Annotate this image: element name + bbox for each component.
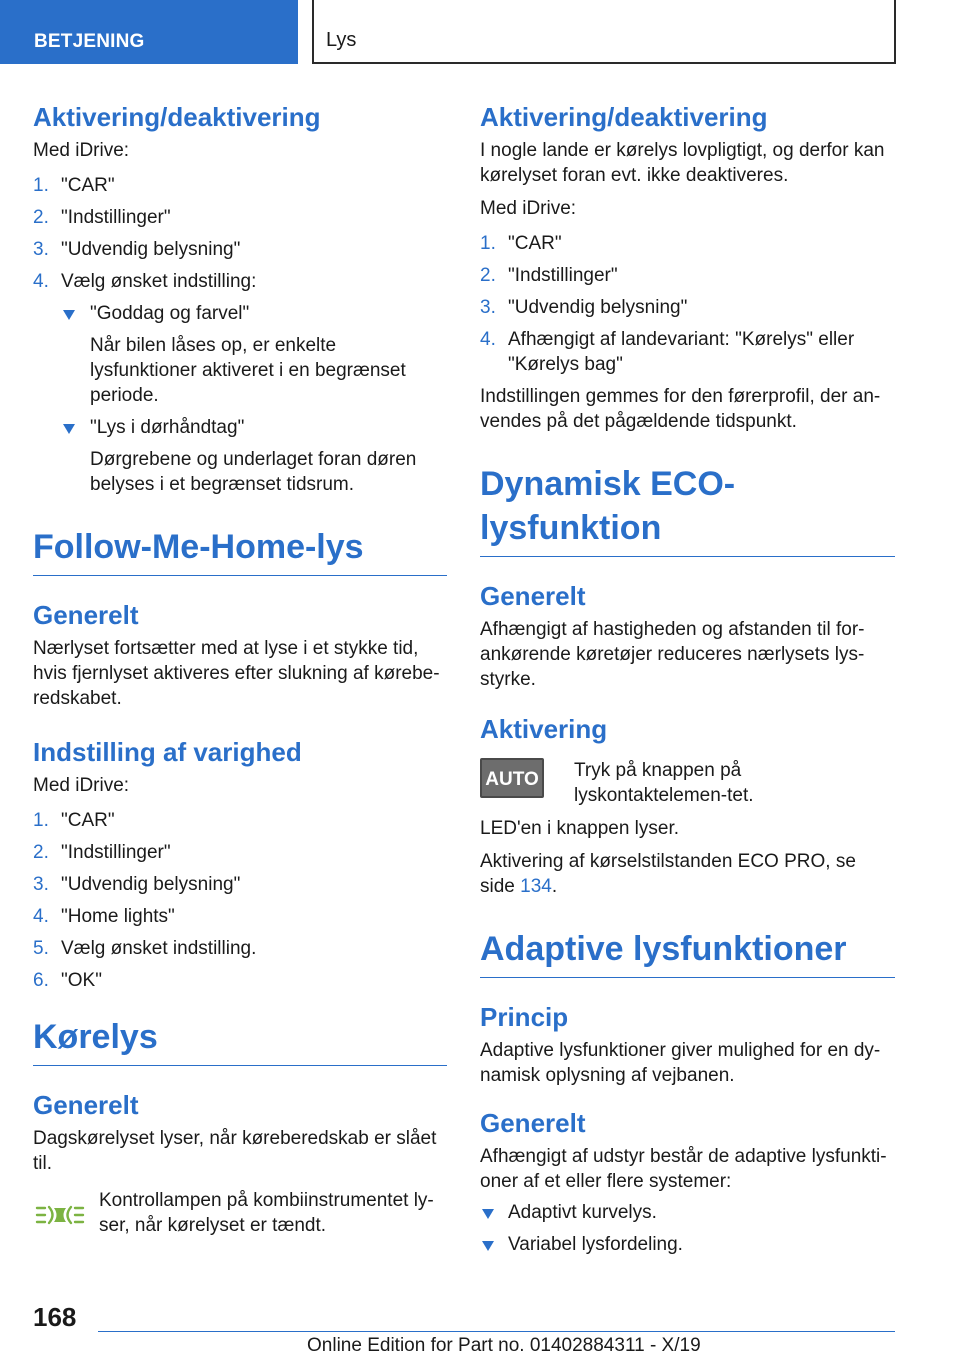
list-item: Adaptivt kurvelys. [480, 1200, 895, 1225]
activation-options [33, 301, 447, 497]
right-column [480, 100, 895, 1264]
list-item: 1. "CAR" [33, 175, 115, 196]
list-item: 1. "CAR" [480, 233, 562, 254]
list-item: Variabel lysfordeling. [480, 1232, 895, 1257]
footer-divider [98, 1331, 895, 1332]
list-item: 2. "Indstillinger" [480, 265, 618, 286]
drl-indicator-row [33, 1188, 447, 1238]
daytime-running-light-icon [35, 1204, 85, 1226]
list-item: 5. Vælg ønsket indstilling. [33, 938, 257, 959]
heading-principle: Princip [480, 1002, 569, 1032]
text-principle: Adaptive lysfunktioner giver mulighed for en dy-namisk oplysning af vejbanen. [480, 1040, 881, 1086]
triangle-bullet-icon [482, 1241, 494, 1251]
intro-idrive-duration: Med iDrive: [33, 775, 130, 796]
heading-fmh-general: Generelt [33, 600, 139, 630]
heading-eco-general: Generelt [480, 581, 586, 611]
page-ref-link[interactable]: 134 [520, 876, 552, 897]
list-item: 4. Vælg ønsket indstilling: [33, 271, 257, 292]
list-item: 4. "Home lights" [33, 906, 175, 927]
heading-adaptive-lights: Adaptive lysfunktioner [480, 927, 895, 978]
text-afs-general: Afhængigt af udstyr består de adaptive lysfunkti-oner af et eller flere systemer: [480, 1146, 887, 1192]
list-item: 2. "Indstillinger" [33, 207, 171, 228]
list-item: 3. "Udvendig belysning" [480, 297, 688, 318]
text-eco-activation: Tryk på knappen på lyskontaktelemen-tet. [574, 760, 754, 806]
text-drl-general: Dagskørelyset lyser, når køreberedskab er slået til. [33, 1128, 437, 1174]
text-activation-right: I nogle lande er kørelys lovpligtigt, og derfor kan kørelyset foran evt. ikke deaktiveres. [480, 140, 885, 186]
list-item: 3. "Udvendig belysning" [33, 239, 241, 260]
list-item: 1. "CAR" [33, 810, 115, 831]
page-number: 168 [33, 1302, 77, 1332]
left-column [33, 100, 447, 1238]
activation-steps-left [33, 173, 447, 294]
text-eco-general: Afhængigt af hastigheden og afstanden til for-ankørende køretøjer reduceres nærlysets lys-styrke. [480, 619, 865, 690]
header-chapter-box [312, 0, 896, 64]
text-led: LED'en i knappen lyser. [480, 818, 680, 839]
heading-activation-right: Aktivering/deaktivering [480, 102, 768, 132]
header-section-label: BETJENING [34, 31, 145, 52]
list-item: "Goddag og farvel" Når bilen låses op, er enkelte lysfunktioner aktiveret i en begrænset periode. [33, 301, 447, 408]
triangle-bullet-icon [482, 1209, 494, 1219]
header-chapter-label: Lys [326, 29, 357, 51]
heading-activation-left: Aktivering/deaktivering [33, 102, 321, 132]
footer-edition: Online Edition for Part no. 01402884311 - X/19 [307, 1335, 701, 1356]
heading-follow-me-home: Follow-Me-Home-lys [33, 525, 447, 576]
triangle-bullet-icon [63, 310, 75, 320]
heading-daytime-running-lights: Kørelys [33, 1015, 447, 1066]
triangle-bullet-icon [63, 424, 75, 434]
intro-idrive-left: Med iDrive: [33, 140, 130, 161]
list-item: "Lys i dørhåndtag" Dørgrebene og underlaget foran døren belyses i et begrænset tidsrum. [33, 415, 447, 497]
header-section-tab [0, 0, 298, 64]
text-drl-indicator: Kontrollampen på kombiinstrumentet ly-ser, når kørelyset er tændt. [99, 1190, 434, 1236]
heading-afs-general: Generelt [480, 1108, 586, 1138]
text-fmh-general: Nærlyset fortsætter med at lyse i et stykke tid, hvis fjernlyset aktiveres efter slukning af kørebe-redskabet. [33, 638, 440, 709]
list-item: 2. "Indstillinger" [33, 842, 171, 863]
heading-eco-light: Dynamisk ECO-lysfunktion [480, 462, 895, 557]
list-item: 3. "Udvendig belysning" [33, 874, 241, 895]
heading-drl-general: Generelt [33, 1090, 139, 1120]
adaptive-systems-list [480, 1200, 895, 1257]
list-item: 4. Afhængigt af landevariant: "Kørelys" eller "Kørelys bag" [480, 329, 855, 375]
heading-duration: Indstilling af varighed [33, 737, 302, 767]
text-eco-pro-ref: Aktivering af kørselstilstanden ECO PRO, se side 134. [480, 851, 856, 897]
text-profile-note: Indstillingen gemmes for den førerprofil, der an-vendes på det pågældende tidspunkt. [480, 386, 881, 432]
duration-steps [33, 808, 447, 993]
auto-button-icon: AUTO [480, 758, 544, 798]
auto-button-row [480, 758, 895, 808]
intro-idrive-right: Med iDrive: [480, 198, 577, 219]
list-item: 6. "OK" [33, 970, 102, 991]
activation-steps-right [480, 231, 895, 377]
heading-eco-activation: Aktivering [480, 714, 608, 744]
